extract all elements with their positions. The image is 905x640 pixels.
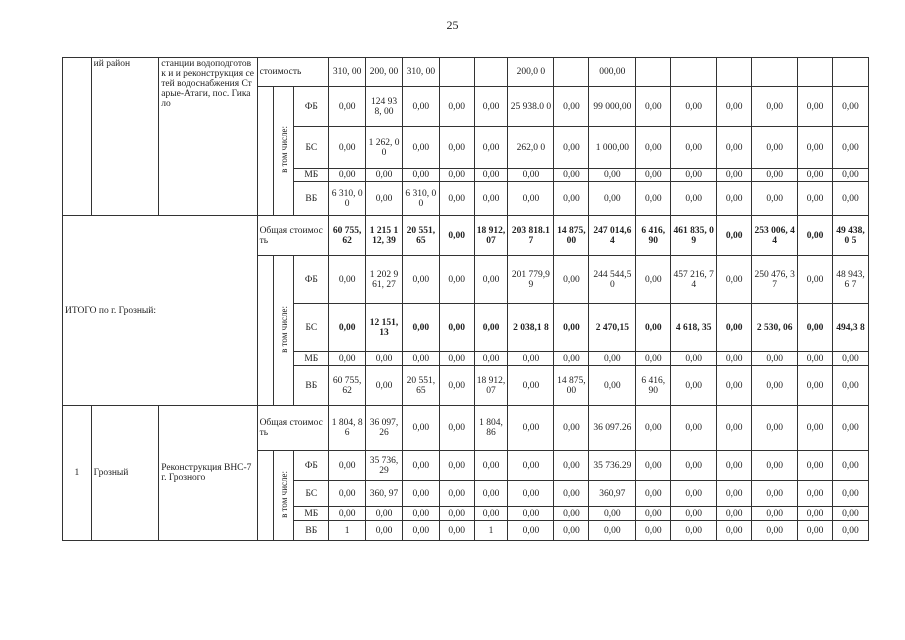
value-cell: 0,00 — [554, 406, 589, 451]
value-cell: 6 416, 90 — [636, 216, 671, 256]
value-cell: 0,00 — [717, 216, 752, 256]
value-cell: 0,00 — [366, 169, 403, 182]
value-cell: 0,00 — [508, 507, 554, 521]
value-cell: 0,00 — [554, 169, 589, 182]
value-cell: 0,00 — [671, 169, 717, 182]
value-cell: 0,00 — [717, 406, 752, 451]
value-cell: 0,00 — [717, 521, 752, 541]
value-cell: 0,00 — [717, 182, 752, 216]
value-cell: 0,00 — [554, 481, 589, 507]
value-cell: 0,00 — [717, 481, 752, 507]
value-cell: 253 006, 44 — [752, 216, 798, 256]
value-cell: 0,00 — [717, 507, 752, 521]
value-cell: 0,00 — [752, 352, 798, 366]
value-cell: 1 215 112, 39 — [366, 216, 403, 256]
value-cell: 0,00 — [671, 352, 717, 366]
value-cell: 0,00 — [717, 127, 752, 169]
value-cell: 0,00 — [671, 507, 717, 521]
value-cell: 0,00 — [402, 169, 439, 182]
budget-table — [62, 57, 869, 541]
value-cell: 0,00 — [752, 169, 798, 182]
value-cell: 0,00 — [508, 481, 554, 507]
in-that-number-cell — [273, 256, 293, 406]
value-cell: 262,0 0 — [508, 127, 554, 169]
value-cell: 0,00 — [474, 256, 508, 304]
value-cell: 0,00 — [671, 481, 717, 507]
value-cell: 0,00 — [589, 521, 636, 541]
table-row — [63, 58, 869, 87]
table-row — [63, 216, 869, 256]
value-cell: 0,00 — [636, 256, 671, 304]
value-cell: 36 097, 26 — [366, 406, 403, 451]
value-cell: 0,00 — [402, 352, 439, 366]
value-cell: 0,00 — [752, 406, 798, 451]
value-cell: 0,00 — [366, 366, 403, 406]
value-cell: 0,00 — [329, 87, 366, 127]
value-cell: 0,00 — [474, 304, 508, 352]
value-cell: 0,00 — [329, 169, 366, 182]
value-cell: 0,00 — [329, 507, 366, 521]
value-cell: 60 755, 62 — [329, 216, 366, 256]
fund-label-mb: МБ — [294, 169, 329, 182]
value-cell — [752, 58, 798, 87]
value-cell: 0,00 — [439, 451, 474, 481]
total-cost-label: стоимость — [257, 58, 329, 87]
spacer-cell — [257, 256, 273, 406]
value-cell: 0,00 — [752, 127, 798, 169]
value-cell: 25 938.0 0 — [508, 87, 554, 127]
value-cell: 49 438,0 5 — [832, 216, 868, 256]
value-cell: 0,00 — [508, 406, 554, 451]
project-name-cell: Реконструкция ВНС-7 г. Грозного — [159, 406, 257, 541]
in-that-number-label: в том числе: — [278, 126, 289, 173]
fund-label-fb: ФБ — [294, 451, 329, 481]
value-cell: 0,00 — [798, 182, 833, 216]
value-cell — [798, 58, 833, 87]
value-cell: 1 202 961, 27 — [366, 256, 403, 304]
value-cell: 310, 00 — [402, 58, 439, 87]
value-cell: 18 912, 07 — [474, 366, 508, 406]
value-cell: 0,00 — [717, 304, 752, 352]
value-cell: 0,00 — [439, 304, 474, 352]
value-cell: 0,00 — [636, 507, 671, 521]
value-cell: 0,00 — [329, 127, 366, 169]
value-cell: 0,00 — [798, 127, 833, 169]
value-cell: 0,00 — [832, 406, 868, 451]
value-cell: 0,00 — [832, 521, 868, 541]
value-cell: 0,00 — [439, 366, 474, 406]
in-that-number-label: в том числе: — [278, 305, 289, 353]
value-cell: 1 804, 86 — [329, 406, 366, 451]
value-cell: 0,00 — [439, 127, 474, 169]
value-cell: 0,00 — [636, 352, 671, 366]
value-cell: 0,00 — [329, 256, 366, 304]
value-cell: 0,00 — [671, 451, 717, 481]
value-cell: 1 804, 86 — [474, 406, 508, 451]
value-cell — [717, 58, 752, 87]
total-label-cell: ИТОГО по г. Грозный: — [63, 216, 258, 406]
spacer-cell — [257, 451, 273, 541]
value-cell — [474, 58, 508, 87]
value-cell: 0,00 — [329, 481, 366, 507]
value-cell: 0,00 — [474, 127, 508, 169]
value-cell: 12 151, 13 — [366, 304, 403, 352]
value-cell: 0,00 — [554, 507, 589, 521]
value-cell: 0,00 — [832, 451, 868, 481]
in-that-number-cell — [273, 451, 293, 541]
value-cell: 0,00 — [439, 169, 474, 182]
fund-label-bs: БС — [294, 127, 329, 169]
value-cell: 0,00 — [589, 366, 636, 406]
value-cell: 0,00 — [636, 521, 671, 541]
value-cell: 0,00 — [832, 87, 868, 127]
value-cell: 0,00 — [717, 256, 752, 304]
value-cell: 20 551, 65 — [402, 366, 439, 406]
value-cell: 0,00 — [752, 481, 798, 507]
value-cell: 0,00 — [474, 352, 508, 366]
value-cell: 0,00 — [508, 169, 554, 182]
value-cell: 6 310, 00 — [402, 182, 439, 216]
value-cell: 0,00 — [402, 521, 439, 541]
value-cell: 0,00 — [554, 182, 589, 216]
value-cell: 0,00 — [402, 481, 439, 507]
value-cell: 0,00 — [636, 127, 671, 169]
value-cell: 0,00 — [798, 507, 833, 521]
value-cell: 0,00 — [508, 366, 554, 406]
district-cell: Грозный — [91, 406, 159, 541]
value-cell: 0,00 — [671, 87, 717, 127]
value-cell: 0,00 — [798, 169, 833, 182]
value-cell: 4 618, 35 — [671, 304, 717, 352]
fund-label-fb: ФБ — [294, 87, 329, 127]
value-cell: 201 779,9 9 — [508, 256, 554, 304]
value-cell: 0,00 — [439, 352, 474, 366]
value-cell: 20 551, 65 — [402, 216, 439, 256]
value-cell: 1 262, 00 — [366, 127, 403, 169]
value-cell: 0,00 — [439, 87, 474, 127]
value-cell: 0,00 — [554, 87, 589, 127]
value-cell: 0,00 — [671, 366, 717, 406]
value-cell — [554, 58, 589, 87]
value-cell: 0,00 — [752, 87, 798, 127]
value-cell: 2 038,1 8 — [508, 304, 554, 352]
in-that-number-cell — [273, 87, 293, 216]
value-cell: 494,3 8 — [832, 304, 868, 352]
value-cell: 60 755, 62 — [329, 366, 366, 406]
value-cell: 310, 00 — [329, 58, 366, 87]
value-cell: 0,00 — [439, 182, 474, 216]
value-cell: 0,00 — [402, 87, 439, 127]
value-cell: 0,00 — [508, 182, 554, 216]
value-cell: 0,00 — [798, 256, 833, 304]
value-cell: 6 310, 00 — [329, 182, 366, 216]
value-cell: 0,00 — [832, 481, 868, 507]
value-cell: 0,00 — [589, 352, 636, 366]
value-cell: 0,00 — [636, 481, 671, 507]
value-cell: 0,00 — [717, 451, 752, 481]
value-cell: 0,00 — [329, 352, 366, 366]
value-cell: 0,00 — [402, 406, 439, 451]
value-cell: 0,00 — [636, 87, 671, 127]
value-cell: 35 736.29 — [589, 451, 636, 481]
value-cell: 0,00 — [636, 451, 671, 481]
value-cell: 0,00 — [671, 182, 717, 216]
value-cell: 0,00 — [554, 304, 589, 352]
value-cell: 0,00 — [366, 507, 403, 521]
value-cell: 0,00 — [366, 352, 403, 366]
value-cell: 0,00 — [554, 451, 589, 481]
value-cell: 48 943,6 7 — [832, 256, 868, 304]
value-cell: 0,00 — [439, 507, 474, 521]
value-cell: 0,00 — [832, 169, 868, 182]
value-cell: 0,00 — [752, 451, 798, 481]
value-cell: 14 875, 00 — [554, 216, 589, 256]
value-cell: 0,00 — [366, 182, 403, 216]
value-cell: 0,00 — [329, 304, 366, 352]
value-cell: 18 912, 07 — [474, 216, 508, 256]
value-cell: 0,00 — [752, 366, 798, 406]
value-cell: 461 835, 09 — [671, 216, 717, 256]
value-cell: 0,00 — [752, 182, 798, 216]
value-cell: 0,00 — [439, 256, 474, 304]
value-cell: 0,00 — [554, 521, 589, 541]
value-cell: 0,00 — [402, 127, 439, 169]
value-cell: 0,00 — [474, 182, 508, 216]
value-cell: 0,00 — [636, 169, 671, 182]
value-cell: 1 — [474, 521, 508, 541]
in-that-number-label: в том числе: — [278, 470, 289, 518]
fund-label-mb: МБ — [294, 352, 329, 366]
value-cell: 0,00 — [671, 521, 717, 541]
value-cell: 35 736, 29 — [366, 451, 403, 481]
row-number-cell: 1 — [63, 406, 92, 541]
value-cell: 0,00 — [798, 521, 833, 541]
value-cell: 0,00 — [589, 507, 636, 521]
value-cell: 36 097.26 — [589, 406, 636, 451]
fund-label-bs: БС — [294, 481, 329, 507]
value-cell: 250 476, 37 — [752, 256, 798, 304]
fund-label-vb: ВБ — [294, 521, 329, 541]
value-cell: 0,00 — [717, 87, 752, 127]
value-cell: 0,00 — [439, 481, 474, 507]
value-cell: 0,00 — [554, 352, 589, 366]
value-cell: 0,00 — [636, 182, 671, 216]
value-cell: 0,00 — [717, 169, 752, 182]
value-cell: 14 875, 00 — [554, 366, 589, 406]
value-cell: 0,00 — [554, 256, 589, 304]
value-cell: 247 014,64 — [589, 216, 636, 256]
value-cell: 360,97 — [589, 481, 636, 507]
value-cell: 0,00 — [474, 87, 508, 127]
value-cell: 0,00 — [402, 256, 439, 304]
value-cell: 0,00 — [671, 406, 717, 451]
value-cell: 0,00 — [589, 182, 636, 216]
value-cell: 000,00 — [589, 58, 636, 87]
value-cell: 1 000,00 — [589, 127, 636, 169]
value-cell: 0,00 — [474, 169, 508, 182]
fund-label-mb: МБ — [294, 507, 329, 521]
value-cell: 0,00 — [474, 451, 508, 481]
value-cell: 0,00 — [508, 352, 554, 366]
value-cell: 6 416, 90 — [636, 366, 671, 406]
value-cell: 0,00 — [798, 87, 833, 127]
value-cell: 0,00 — [636, 304, 671, 352]
value-cell — [439, 58, 474, 87]
value-cell: 0,00 — [402, 451, 439, 481]
value-cell: 0,00 — [589, 169, 636, 182]
value-cell — [671, 58, 717, 87]
value-cell: 0,00 — [671, 127, 717, 169]
value-cell: 0,00 — [798, 406, 833, 451]
value-cell: 203 818.1 7 — [508, 216, 554, 256]
value-cell: 0,00 — [474, 481, 508, 507]
value-cell: 0,00 — [554, 127, 589, 169]
value-cell: 0,00 — [798, 304, 833, 352]
value-cell: 0,00 — [717, 352, 752, 366]
value-cell: 0,00 — [798, 451, 833, 481]
value-cell: 0,00 — [798, 216, 833, 256]
fund-label-vb: ВБ — [294, 182, 329, 216]
value-cell: 124 938, 00 — [366, 87, 403, 127]
district-cell: ий район — [91, 58, 159, 216]
value-cell: 0,00 — [508, 451, 554, 481]
value-cell: 0,00 — [402, 507, 439, 521]
value-cell: 0,00 — [402, 304, 439, 352]
spacer-cell — [257, 87, 273, 216]
value-cell: 0,00 — [752, 507, 798, 521]
value-cell: 0,00 — [508, 521, 554, 541]
fund-label-vb: ВБ — [294, 366, 329, 406]
value-cell: 200, 00 — [366, 58, 403, 87]
page-number: 25 — [446, 18, 459, 32]
value-cell: 0,00 — [832, 366, 868, 406]
value-cell: 99 000,00 — [589, 87, 636, 127]
value-cell: 0,00 — [439, 216, 474, 256]
value-cell: 2 470,15 — [589, 304, 636, 352]
value-cell — [636, 58, 671, 87]
value-cell: 0,00 — [439, 521, 474, 541]
value-cell: 1 — [329, 521, 366, 541]
project-name-cell: станции водоподготовк и и реконструкция сетей водоснабжения Старые-Атаги, пос. Гикало — [159, 58, 257, 216]
value-cell: 0,00 — [636, 406, 671, 451]
value-cell: 200,0 0 — [508, 58, 554, 87]
value-cell: 0,00 — [832, 182, 868, 216]
value-cell: 0,00 — [366, 521, 403, 541]
value-cell — [832, 58, 868, 87]
value-cell: 0,00 — [717, 366, 752, 406]
value-cell: 0,00 — [798, 481, 833, 507]
value-cell: 2 530, 06 — [752, 304, 798, 352]
value-cell: 0,00 — [832, 507, 868, 521]
value-cell: 0,00 — [329, 451, 366, 481]
value-cell: 0,00 — [832, 352, 868, 366]
fund-label-fb: ФБ — [294, 256, 329, 304]
value-cell: 0,00 — [798, 352, 833, 366]
total-cost-label: Общая стоимость — [257, 406, 329, 451]
table-row — [63, 406, 869, 451]
total-cost-label: Общая стоимость — [257, 216, 329, 256]
value-cell: 360, 97 — [366, 481, 403, 507]
value-cell: 457 216, 74 — [671, 256, 717, 304]
value-cell: 244 544,50 — [589, 256, 636, 304]
value-cell: 0,00 — [752, 521, 798, 541]
row-number-cell — [63, 58, 92, 216]
fund-label-bs: БС — [294, 304, 329, 352]
value-cell: 0,00 — [439, 406, 474, 451]
value-cell: 0,00 — [474, 507, 508, 521]
value-cell: 0,00 — [798, 366, 833, 406]
value-cell: 0,00 — [832, 127, 868, 169]
